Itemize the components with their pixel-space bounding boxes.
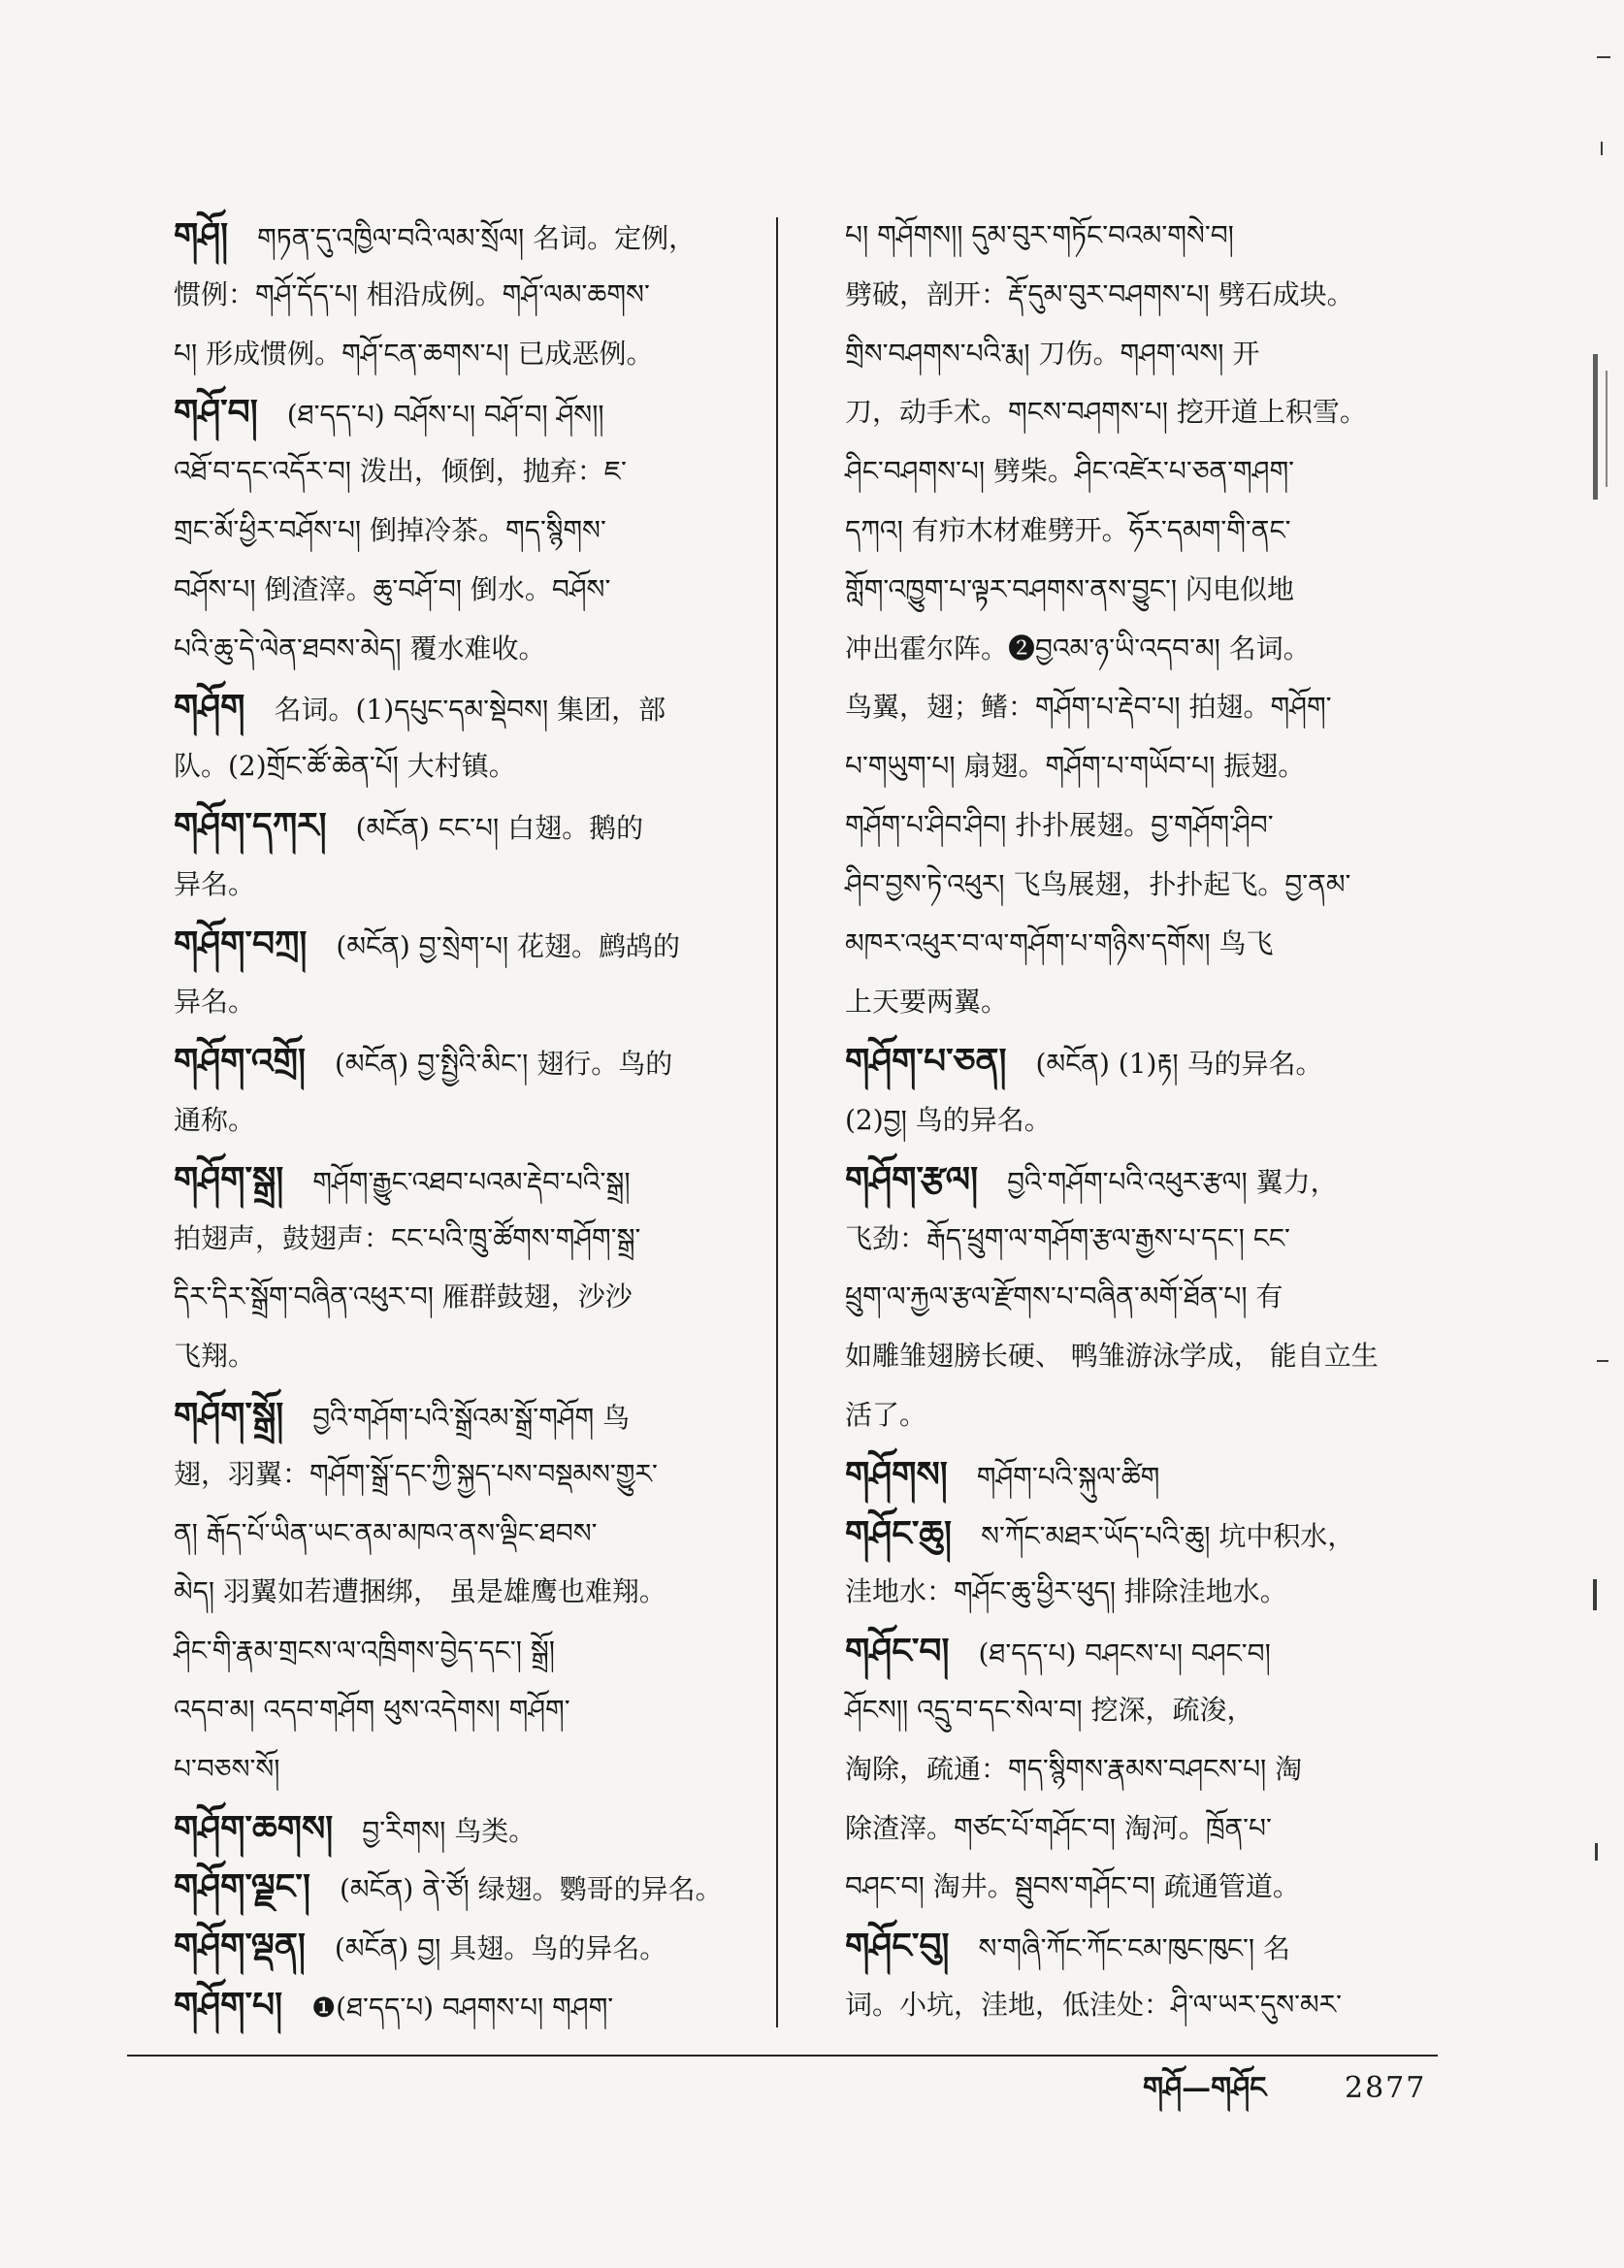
definition-text: གཤོག་རྒྱུང་འཐབ་པའམ་རྡེབ་པའི་སྒྲ། xyxy=(312,1165,631,1198)
definition-text: འཐོ་བ་དང་འདོར་བ། 泼出，倾倒，抛弃：ཇ་ xyxy=(174,455,627,488)
entry-line xyxy=(123,973,752,1032)
entry-line xyxy=(123,383,752,442)
definition-text: ས་ཀོང་མཐར་ཡོད་པའི་ཆུ། 坑中积水， xyxy=(981,1519,1355,1552)
headword: གཤོང་བུ། xyxy=(845,1926,950,1967)
entry-line xyxy=(123,1681,752,1740)
entry-line xyxy=(808,1268,1441,1327)
entry-line xyxy=(808,1505,1441,1564)
dictionary-entry xyxy=(123,796,752,915)
definition-text: (མངོན) བྱ་སྲེག་པ། 花翅。鹧鸪的 xyxy=(336,929,681,962)
definition-text: ཤོངས།། འདྲུ་བ་དང་སེལ་བ། 挖深，疏浚， xyxy=(845,1693,1254,1726)
entry-line xyxy=(808,1032,1441,1091)
entry-line xyxy=(123,620,752,679)
headword: གཤོག་པ། xyxy=(174,1984,283,2025)
entry-line xyxy=(808,1740,1441,1799)
entry-line xyxy=(123,678,752,737)
definition-text: གཤོག་པའི་སྐུལ་ཚིག xyxy=(976,1460,1160,1493)
definition-text: བྱ་རིགས། 鸟类。 xyxy=(362,1814,536,1847)
entry-line xyxy=(808,325,1441,384)
headword: གཤོག་རྩལ། xyxy=(845,1158,979,1200)
entry-line xyxy=(123,1563,752,1622)
dictionary-entry xyxy=(808,1445,1441,1505)
headword: གཤོག xyxy=(174,687,245,729)
headword: གཤོ། xyxy=(174,215,229,256)
definition-text: 上天要两翼。 xyxy=(845,986,1009,1019)
definition-text: བཤོས་པ། 倒渣滓。ཆུ་བཤོ་བ། 倒水。བཤོས་ xyxy=(174,572,611,605)
dictionary-entry xyxy=(808,1917,1441,2035)
entry-line xyxy=(123,1740,752,1799)
entry-line xyxy=(123,1799,752,1859)
column-divider xyxy=(776,217,778,2027)
scan-mark xyxy=(1597,56,1610,58)
definition-text: 飞劲：རྒོད་ཕྲུག་ལ་གཤོག་རྩལ་རྒྱས་པ་དང་། ངང་ xyxy=(845,1221,1290,1254)
entry-line xyxy=(123,737,752,796)
dictionary-entry xyxy=(123,1858,752,1917)
definition-text: 翅，羽翼：གཤོག་སྒྲོ་དང་ཀྱི་སྐྱད་པས་བསྡམས་གྱུར་ xyxy=(174,1457,658,1490)
entry-line xyxy=(123,1327,752,1386)
entry-line xyxy=(123,796,752,856)
dictionary-entry xyxy=(808,1150,1441,1445)
dictionary-entry xyxy=(123,678,752,796)
definition-text: པ་གཡུག་པ། 扇翅。གཤོག་པ་གཡོབ་པ། 振翅。 xyxy=(845,750,1306,783)
definition-text: བཤང་བ། 淘井。སྦུབས་གཤོང་བ། 疏通管道。 xyxy=(845,1870,1300,1903)
entry-line xyxy=(123,325,752,384)
entry-line xyxy=(123,1976,752,2035)
definition-text: དིར་དིར་སྒྲོག་བཞིན་འཕུར་བ། 雁群鼓翅，沙沙 xyxy=(174,1280,633,1313)
entry-line xyxy=(808,266,1441,325)
dictionary-entry xyxy=(123,207,752,383)
entry-line xyxy=(808,1150,1441,1210)
definition-text: ན། རྒོད་པོ་ཡིན་ཡང་ནམ་མཁའ་ནས་ལྡིང་ཐབས་ xyxy=(174,1516,598,1549)
definition-text: 活了。 xyxy=(845,1398,927,1431)
entry-line xyxy=(808,1445,1441,1505)
definition-text: (ཐ་དད་པ) བཤོས་པ། བཤོ་བ། ཤོས།། xyxy=(286,399,604,432)
dictionary-entry xyxy=(123,915,752,1033)
entry-line xyxy=(123,1386,752,1445)
entry-line xyxy=(808,383,1441,442)
entry-line xyxy=(808,1091,1441,1150)
dictionary-entry xyxy=(123,1150,752,1386)
definition-text: མེད། 羽翼如若遭捆绑， 虽是雄鹰也难翔。 xyxy=(174,1575,666,1608)
entry-line xyxy=(123,856,752,915)
definition-text: འདབ་མ། འདབ་གཤོག ཕུས་འདེགས། གཤོག་ xyxy=(174,1693,570,1726)
definition-text: གྲང་མོ་ཕྱིར་བཤོས་པ། 倒掉冷茶。གད་སྙིགས་ xyxy=(174,513,606,546)
dictionary-entry xyxy=(123,1799,752,1859)
entry-line xyxy=(808,1976,1441,2035)
dictionary-entry xyxy=(123,1386,752,1799)
headword: གཤོག་དཀར། xyxy=(174,804,327,846)
definition-text: མཁར་འཕུར་བ་ལ་གཤོག་པ་གཉིས་དགོས། 鸟飞 xyxy=(845,926,1274,959)
entry-line xyxy=(808,1327,1441,1386)
definition-text: (མངོན) བྱ། 具翅。鸟的异名。 xyxy=(334,1932,667,1965)
entry-line xyxy=(808,442,1441,502)
entry-line xyxy=(123,502,752,561)
entry-line xyxy=(808,1563,1441,1622)
entry-line xyxy=(808,502,1441,561)
entry-line xyxy=(123,1032,752,1091)
dictionary-entry xyxy=(123,383,752,678)
entry-line xyxy=(123,1917,752,1976)
definition-text: 飞翔。 xyxy=(174,1340,256,1373)
definition-text: 洼地水：གཤོང་ཆུ་ཕྱིར་ཕུད། 排除洼地水。 xyxy=(845,1575,1287,1608)
entry-line xyxy=(808,973,1441,1032)
definition-text: 异名。 xyxy=(174,986,256,1019)
definition-text: 通称。 xyxy=(174,1103,256,1136)
definition-text: 除渣滓。གཙང་པོ་གཤོང་བ། 淘河。ཁྲོན་པ་ xyxy=(845,1811,1272,1844)
definition-text: 劈破，剖开：རྡོ་དུམ་བུར་བཤགས་པ། 劈石成块。 xyxy=(845,277,1354,310)
definition-text: 刀，动手术。གངས་བཤགས་པ། 挖开道上积雪。 xyxy=(845,396,1367,429)
definition-text: (མངོན) ངང་པ། 白翅。鹅的 xyxy=(355,811,644,844)
headword: གཤོག་ལྡན། xyxy=(174,1926,306,1967)
definition-text: 淘除，疏通：གད་སྙིགས་རྣམས་བཤངས་པ། 淘 xyxy=(845,1752,1303,1785)
entry-line xyxy=(808,856,1441,915)
dictionary-entry xyxy=(808,1505,1441,1623)
headword: གཤོག་ལྗང་། xyxy=(174,1866,310,1908)
entry-line xyxy=(123,266,752,325)
entry-line xyxy=(123,1505,752,1564)
entry-line xyxy=(808,678,1441,737)
dictionary-entry xyxy=(123,1032,752,1150)
definition-text: ཕྲུག་ལ་རྐྱལ་རྩལ་རྫོགས་པ་བཞིན་མགོ་ཐོན་པ། 有 xyxy=(845,1280,1283,1313)
entry-line xyxy=(123,1210,752,1269)
headword: གཤོང་བ། xyxy=(845,1631,950,1672)
dictionary-entry xyxy=(808,207,1441,1032)
entry-line xyxy=(808,1799,1441,1859)
definition-text: དཀའ། 有疖木材难劈开。ཧོར་དམག་གི་ནང་ xyxy=(845,513,1291,546)
definition-text: པ། 形成惯例。གཤོ་ངན་ཆགས་པ། 已成恶例。 xyxy=(174,337,654,370)
entry-line xyxy=(808,561,1441,620)
definition-text: 词。小坑，洼地，低洼处：ཤི་ལ་ཡར་དུས་མར་ xyxy=(845,1988,1342,2021)
left-column xyxy=(123,207,752,2035)
entry-line xyxy=(808,796,1441,856)
definition-text: 拍翅声，鼓翅声：ངང་པའི་ཁྲུ་ཚོགས་གཤོག་སྒྲ་ xyxy=(174,1221,641,1254)
definition-text: བྱའི་གཤོག་པའི་སྒྲོའམ་སྒྲོ་གཤོག 鸟 xyxy=(312,1401,631,1434)
entry-line xyxy=(123,1858,752,1917)
page-range-header: གཤོ—གཤོང xyxy=(1143,2071,1267,2105)
definition-text: བྱའི་གཤོག་པའི་འཕུར་རྩལ། 翼力， xyxy=(1007,1165,1338,1198)
definition-text: ཤིབ་བྱས་ཏེ་འཕུར། 飞鸟展翅，扑扑起飞。བྱ་ནམ་ xyxy=(845,867,1351,900)
definition-text: པ་བཅས་སོ། xyxy=(174,1752,280,1785)
definition-text: 冲出霍尔阵。❷བྱའམ་ཉ་ཡི་འདབ་མ། 名词。 xyxy=(845,632,1311,664)
definition-text: 惯例：གཤོ་དོད་པ། 相沿成例。གཤོ་ལམ་ཆགས་ xyxy=(174,277,650,310)
scan-mark xyxy=(1595,1843,1598,1861)
entry-line xyxy=(123,561,752,620)
definition-text: 队。(2)གྲོང་ཚོ་ཆེན་པོ། 大村镇。 xyxy=(174,750,516,783)
headword: གཤོག་བཀྲ། xyxy=(174,923,308,964)
definition-text: ཤིང་གི་རྣམ་གྲངས་ལ་འཁྲིགས་བྱེད་དང་། སྒྲོ། xyxy=(174,1635,556,1668)
scan-mark xyxy=(1597,1360,1608,1362)
headword: གཤོགས། xyxy=(845,1453,948,1495)
dictionary-entry xyxy=(808,1622,1441,1917)
scan-mark xyxy=(1606,371,1608,487)
headword: གཤོ་བ། xyxy=(174,392,258,434)
definition-text: གྲིས་བཤགས་པའི་རྨ། 刀伤。གཤག་ལས། 开 xyxy=(845,337,1260,370)
definition-text: (མངོན) (1)རྟ། 马的异名。 xyxy=(1035,1048,1323,1081)
entry-line xyxy=(808,1386,1441,1445)
headword: གཤོག་ཆགས། xyxy=(174,1807,334,1849)
entry-line xyxy=(808,915,1441,974)
entry-line xyxy=(808,1681,1441,1740)
definition-text: (ཐ་དད་པ) བཤངས་པ། བཤང་བ། xyxy=(978,1637,1271,1670)
entry-line xyxy=(123,1150,752,1210)
entry-line xyxy=(808,1858,1441,1917)
headword: གཤོག་སྒྲོ། xyxy=(174,1394,284,1436)
definition-text: ཤིང་བཤགས་པ། 劈柴。ཤིང་འཛེར་པ་ཅན་གཤག་ xyxy=(845,455,1295,488)
footer-rule xyxy=(127,2055,1438,2057)
headword: གཤོག་སྒྲ། xyxy=(174,1158,284,1200)
definition-text: གཏན་དུ་འཁྱིལ་བའི་ལམ་སྲོལ། 名词。定例， xyxy=(257,222,697,254)
entry-line xyxy=(123,207,752,266)
dictionary-entry xyxy=(808,1032,1441,1150)
definition-text: པའི་ཆུ་དེ་ལེན་ཐབས་མེད། 覆水难收。 xyxy=(174,632,546,664)
entry-line xyxy=(123,442,752,502)
right-column xyxy=(808,207,1441,2035)
page-number: 2877 xyxy=(1345,2071,1427,2105)
entry-line xyxy=(123,1622,752,1681)
headword: གཤོག་འགྲོ། xyxy=(174,1041,306,1083)
definition-text: (མངོན) ནེ་ཙོ། 绿翅。鹦哥的异名。 xyxy=(339,1873,723,1906)
definition-text: གློག་འཁྱུག་པ་ལྟར་བཤགས་ནས་བྱུང་། 闪电似地 xyxy=(845,572,1294,605)
scan-mark xyxy=(1601,142,1603,155)
entry-line xyxy=(808,207,1441,266)
definition-text: ❶(ཐ་དད་པ) བཤགས་པ། གཤག་ xyxy=(311,1991,614,2024)
definition-text: 如雕雏翅膀长硬、 鸭雏游泳学成， 能自立生 xyxy=(845,1340,1379,1373)
definition-text: 名词。(1)དཔུང་དམ་སྡེབས། 集团，部 xyxy=(274,694,666,727)
entry-line xyxy=(808,1622,1441,1681)
definition-text: (མངོན) བྱ་སྤྱིའི་མིང་། 翅行。鸟的 xyxy=(334,1048,673,1081)
dictionary-entry xyxy=(123,1917,752,1976)
definition-text: པ། གཤོགས།། དུམ་བུར་གཏོང་བའམ་གསེ་བ། xyxy=(845,219,1234,251)
scan-mark xyxy=(1593,1579,1597,1610)
definition-text: ས་གཞི་ཀོང་ཀོང་ངམ་ཁུང་ཁུང་། 名 xyxy=(978,1932,1291,1965)
headword: གཤོང་ཆུ། xyxy=(845,1512,953,1554)
definition-text: 异名。 xyxy=(174,867,256,900)
entry-line xyxy=(123,1091,752,1150)
definition-text: (2)བྱ། 鸟的异名。 xyxy=(845,1103,1052,1136)
definition-text: 鸟翼，翅；鳍：གཤོག་པ་རྡེབ་པ། 拍翅。གཤོག་ xyxy=(845,691,1332,724)
headword: གཤོག་པ་ཅན། xyxy=(845,1041,1007,1083)
entry-line xyxy=(808,737,1441,796)
entry-line xyxy=(808,1917,1441,1976)
entry-line xyxy=(123,1268,752,1327)
entry-line xyxy=(123,1445,752,1505)
scan-mark xyxy=(1593,354,1598,500)
dictionary-entry xyxy=(123,1976,752,2035)
entry-line xyxy=(808,1210,1441,1269)
entry-line xyxy=(808,620,1441,679)
entry-line xyxy=(123,915,752,974)
definition-text: གཤོག་པ་ཤིབ་ཤིབ། 扑扑展翅。བྱ་གཤོག་ཤིབ་ xyxy=(845,808,1274,841)
